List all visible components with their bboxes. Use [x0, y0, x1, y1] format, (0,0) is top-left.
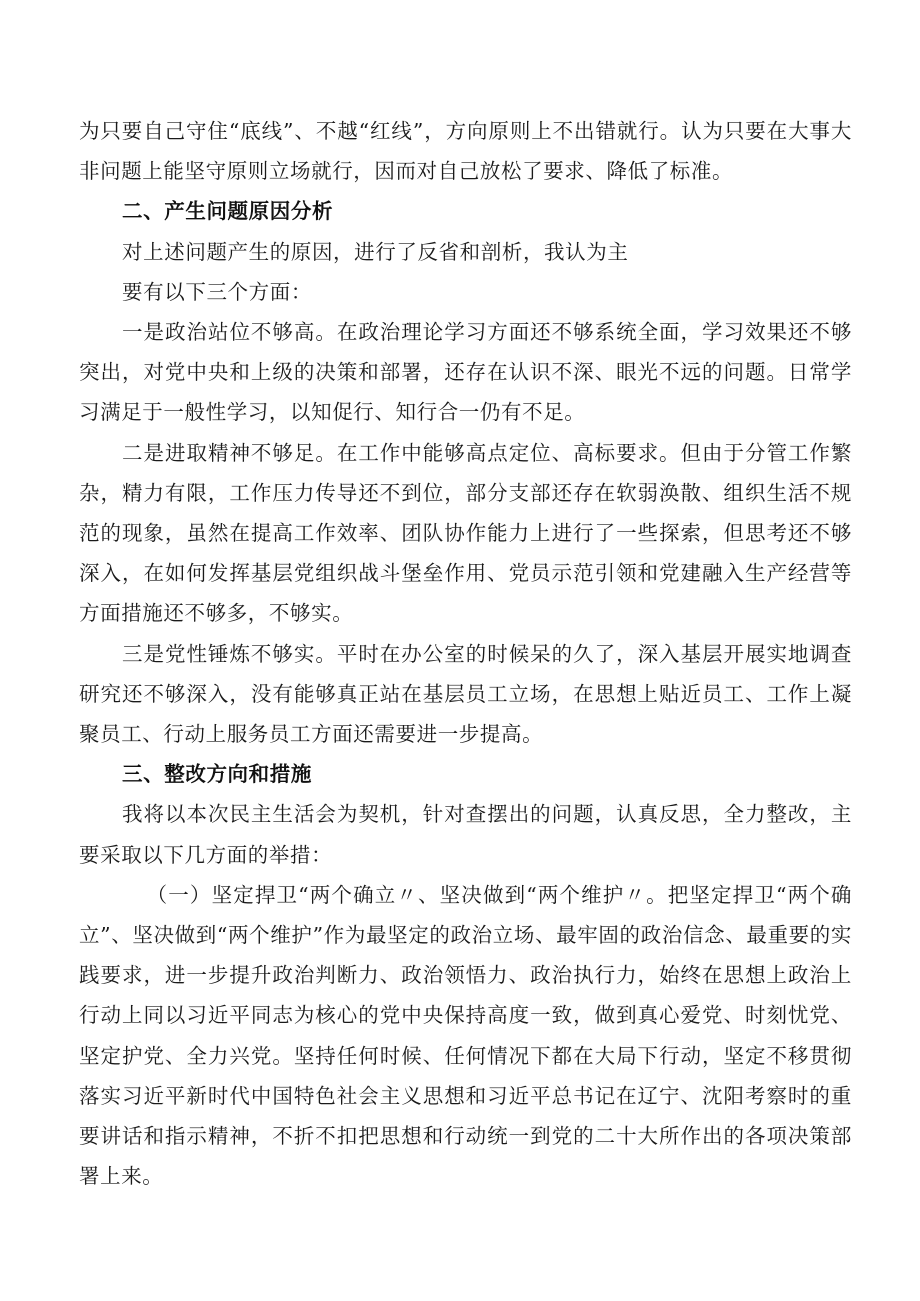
- paragraph-cause-intro: 对上述问题产生的原因，进行了反省和剖析，我认为主: [122, 239, 629, 264]
- document-body: [79, 111, 852, 1196]
- paragraph-measure-one: （一）坚定捍卫“两个确立〃、坚决做到“两个维护〃。把坚定捍卫“两个确立”、坚决做到“两个维护”作为最坚定的政治立场、最牢固的政治信念、最重要的实践要求，进一步提升政治判断力、政治领悟力、政治执行力，始终在思想上政治上行动上同以习近平同志为核心的党中央保持高度一致，做到真心爱党、时刻忧党、坚定护党、全力兴党。坚持任何时候、任何情况下都在大局下行动，坚定不移贯彻落实习近平新时代中国特色社会主义思想和习近平总书记在辽宁、沈阳考察时的重要讲话和指示精神，不折不扣把思想和行动统一到党的二十大所作出的各项决策部署上来。: [79, 882, 852, 1189]
- section-heading-cause-analysis: 二、产生问题原因分析: [122, 199, 334, 224]
- paragraph-cause-intro-continued: 要有以下三个方面：: [122, 279, 312, 304]
- paragraph-party-spirit: 三是党性锤炼不够实。平时在办公室的时候呆的久了，深入基层开展实地调查研究还不够深入，没有能够真正站在基层员工立场，在思想上贴近员工、工作上凝聚员工、行动上服务员工方面还需要进一步提高。: [79, 641, 852, 747]
- section-heading-rectification: 三、整改方向和措施: [122, 762, 312, 787]
- paragraph-political-stance: 一是政治站位不够高。在政治理论学习方面还不够系统全面，学习效果还不够突出，对党中央和上级的决策和部署，还存在认识不深、眼光不远的问题。日常学习满足于一般性学习，以知促行、知行合一仍有不足。: [79, 320, 852, 425]
- paragraph-rectification-intro: 我将以本次民主生活会为契机，针对查摆出的问题，认真反思，全力整改，主要采取以下几方面的举措：: [79, 802, 852, 867]
- paragraph-continuation: 为只要自己守住“底线”、不越“红线”，方向原则上不出错就行。认为只要在大事大非问题上能坚守原则立场就行，因而对自己放松了要求、降低了标准。: [79, 119, 852, 184]
- paragraph-enterprising-spirit: 二是进取精神不够足。在工作中能够高点定位、高标要求。但由于分管工作繁杂，精力有限，工作压力传导还不到位，部分支部还存在软弱涣散、组织生活不规范的现象，虽然在提高工作效率、团队协作能力上进行了一些探索，但思考还不够深入，在如何发挥基层党组织战斗堡垒作用、党员示范引领和党建融入生产经营等方面措施还不够多，不够实。: [79, 440, 852, 626]
